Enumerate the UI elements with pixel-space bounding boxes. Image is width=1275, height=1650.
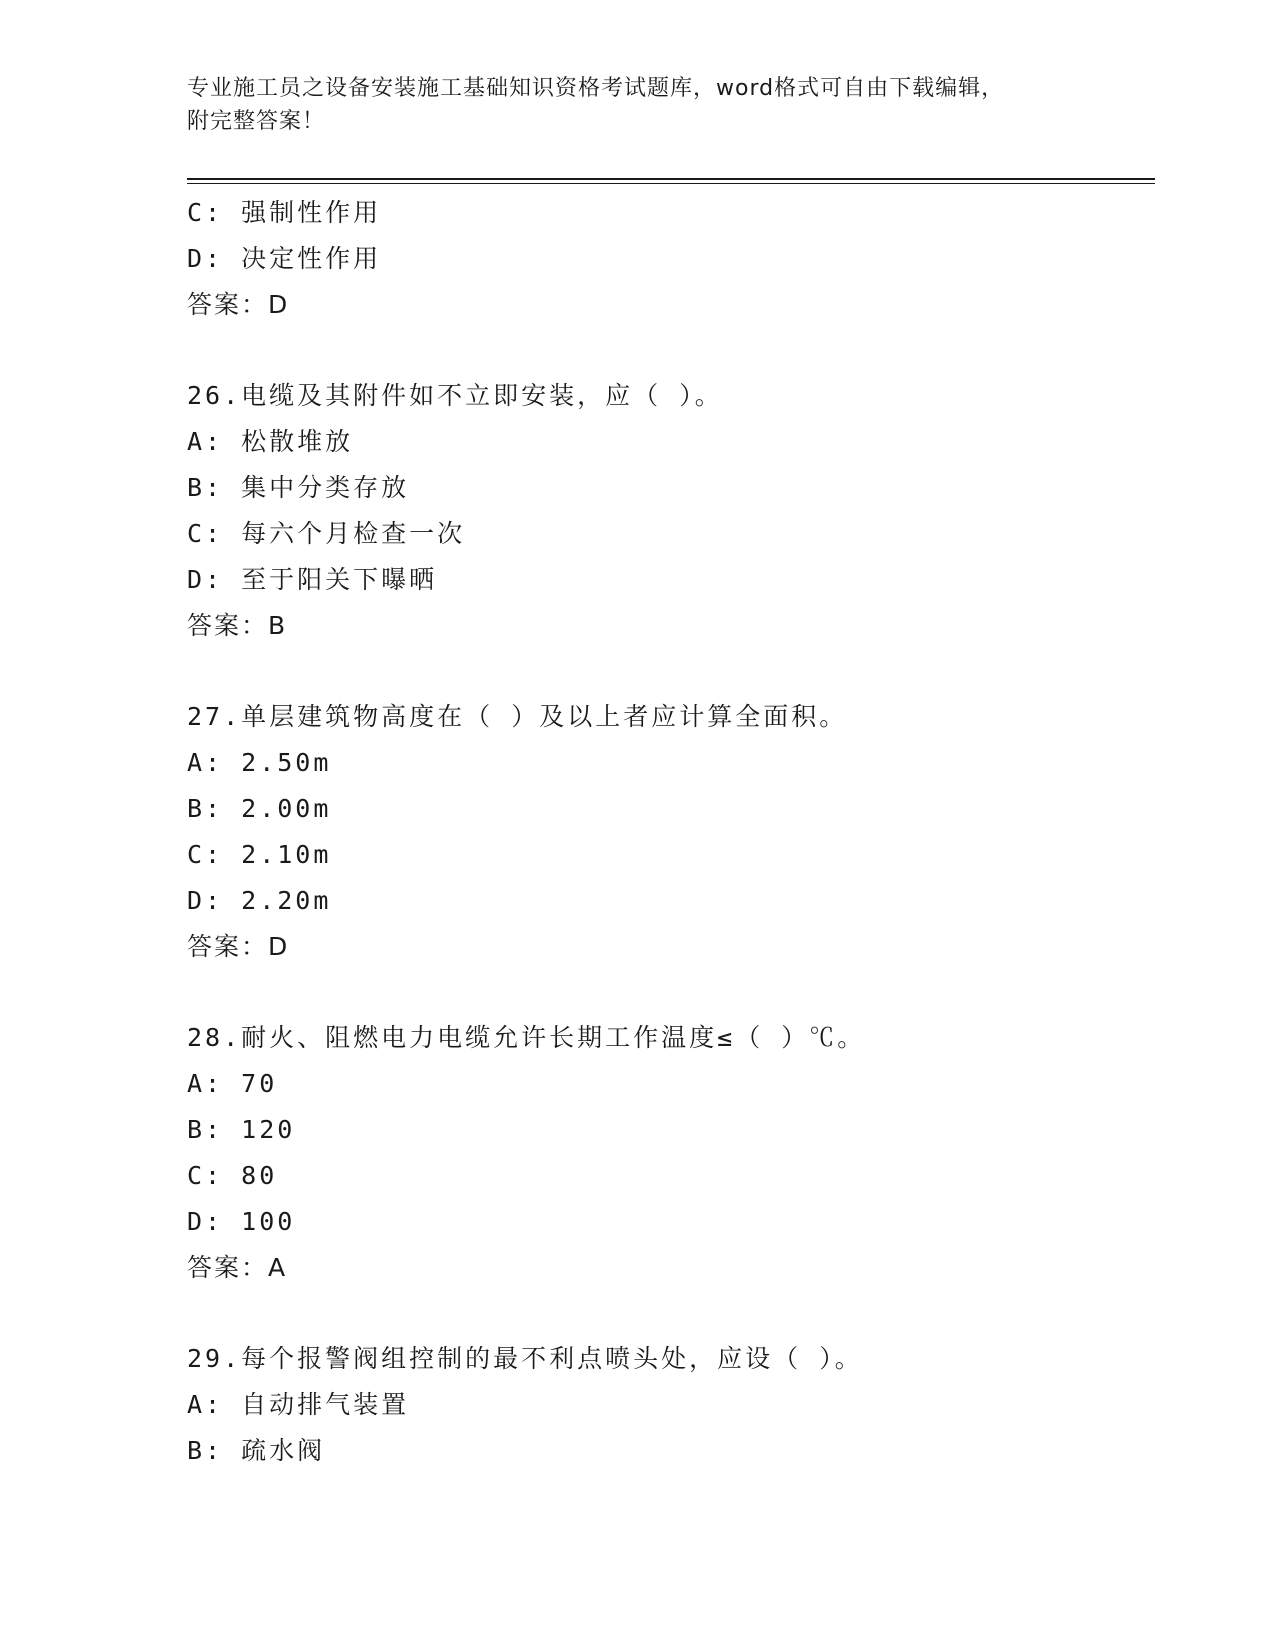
option-c: C: 强制性作用 — [187, 198, 382, 227]
option-b: B: 2.00m — [187, 794, 332, 823]
header-line-1: 专业施工员之设备安装施工基础知识资格考试题库，word格式可自由下载编辑， — [187, 76, 1005, 101]
header-divider-thick — [187, 178, 1155, 180]
spacer — [187, 649, 1167, 694]
option-d: D: 2.20m — [187, 886, 332, 915]
option-c: C: 80 — [187, 1161, 278, 1190]
option-c: C: 每六个月检查一次 — [187, 519, 466, 548]
spacer — [187, 970, 1167, 1015]
header-divider-thin — [187, 183, 1155, 184]
question-block-26 — [187, 373, 1167, 649]
option-d: D: 决定性作用 — [187, 244, 382, 273]
option-b: B: 120 — [187, 1115, 296, 1144]
option-a: A: 2.50m — [187, 748, 332, 777]
option-a: A: 自动排气装置 — [187, 1390, 410, 1419]
answer-line: 答案：A — [187, 1253, 288, 1282]
option-b: B: 疏水阀 — [187, 1436, 326, 1465]
question-block-continued — [187, 190, 1167, 328]
header-line-2: 附完整答案！ — [187, 109, 326, 134]
spacer — [187, 328, 1167, 373]
option-c: C: 2.10m — [187, 840, 332, 869]
document-header — [187, 72, 1107, 138]
question-block-27 — [187, 694, 1167, 970]
question-block-28 — [187, 1015, 1167, 1291]
question-list — [187, 190, 1167, 1474]
question-stem: 29.每个报警阀组控制的最不利点喷头处，应设（ ）。 — [187, 1344, 863, 1373]
question-stem: 28.耐火、阻燃电力电缆允许长期工作温度≤（ ）℃。 — [187, 1023, 866, 1052]
question-stem: 26.电缆及其附件如不立即安装，应（ ）。 — [187, 381, 723, 410]
question-stem: 27.单层建筑物高度在（ ）及以上者应计算全面积。 — [187, 702, 848, 731]
answer-line: 答案：D — [187, 290, 290, 319]
answer-line: 答案：D — [187, 932, 290, 961]
option-d: D: 至于阳关下曝晒 — [187, 565, 438, 594]
question-block-29 — [187, 1336, 1167, 1474]
option-b: B: 集中分类存放 — [187, 473, 410, 502]
answer-line: 答案：B — [187, 611, 288, 640]
spacer — [187, 1291, 1167, 1336]
option-a: A: 70 — [187, 1069, 278, 1098]
option-d: D: 100 — [187, 1207, 296, 1236]
option-a: A: 松散堆放 — [187, 427, 354, 456]
